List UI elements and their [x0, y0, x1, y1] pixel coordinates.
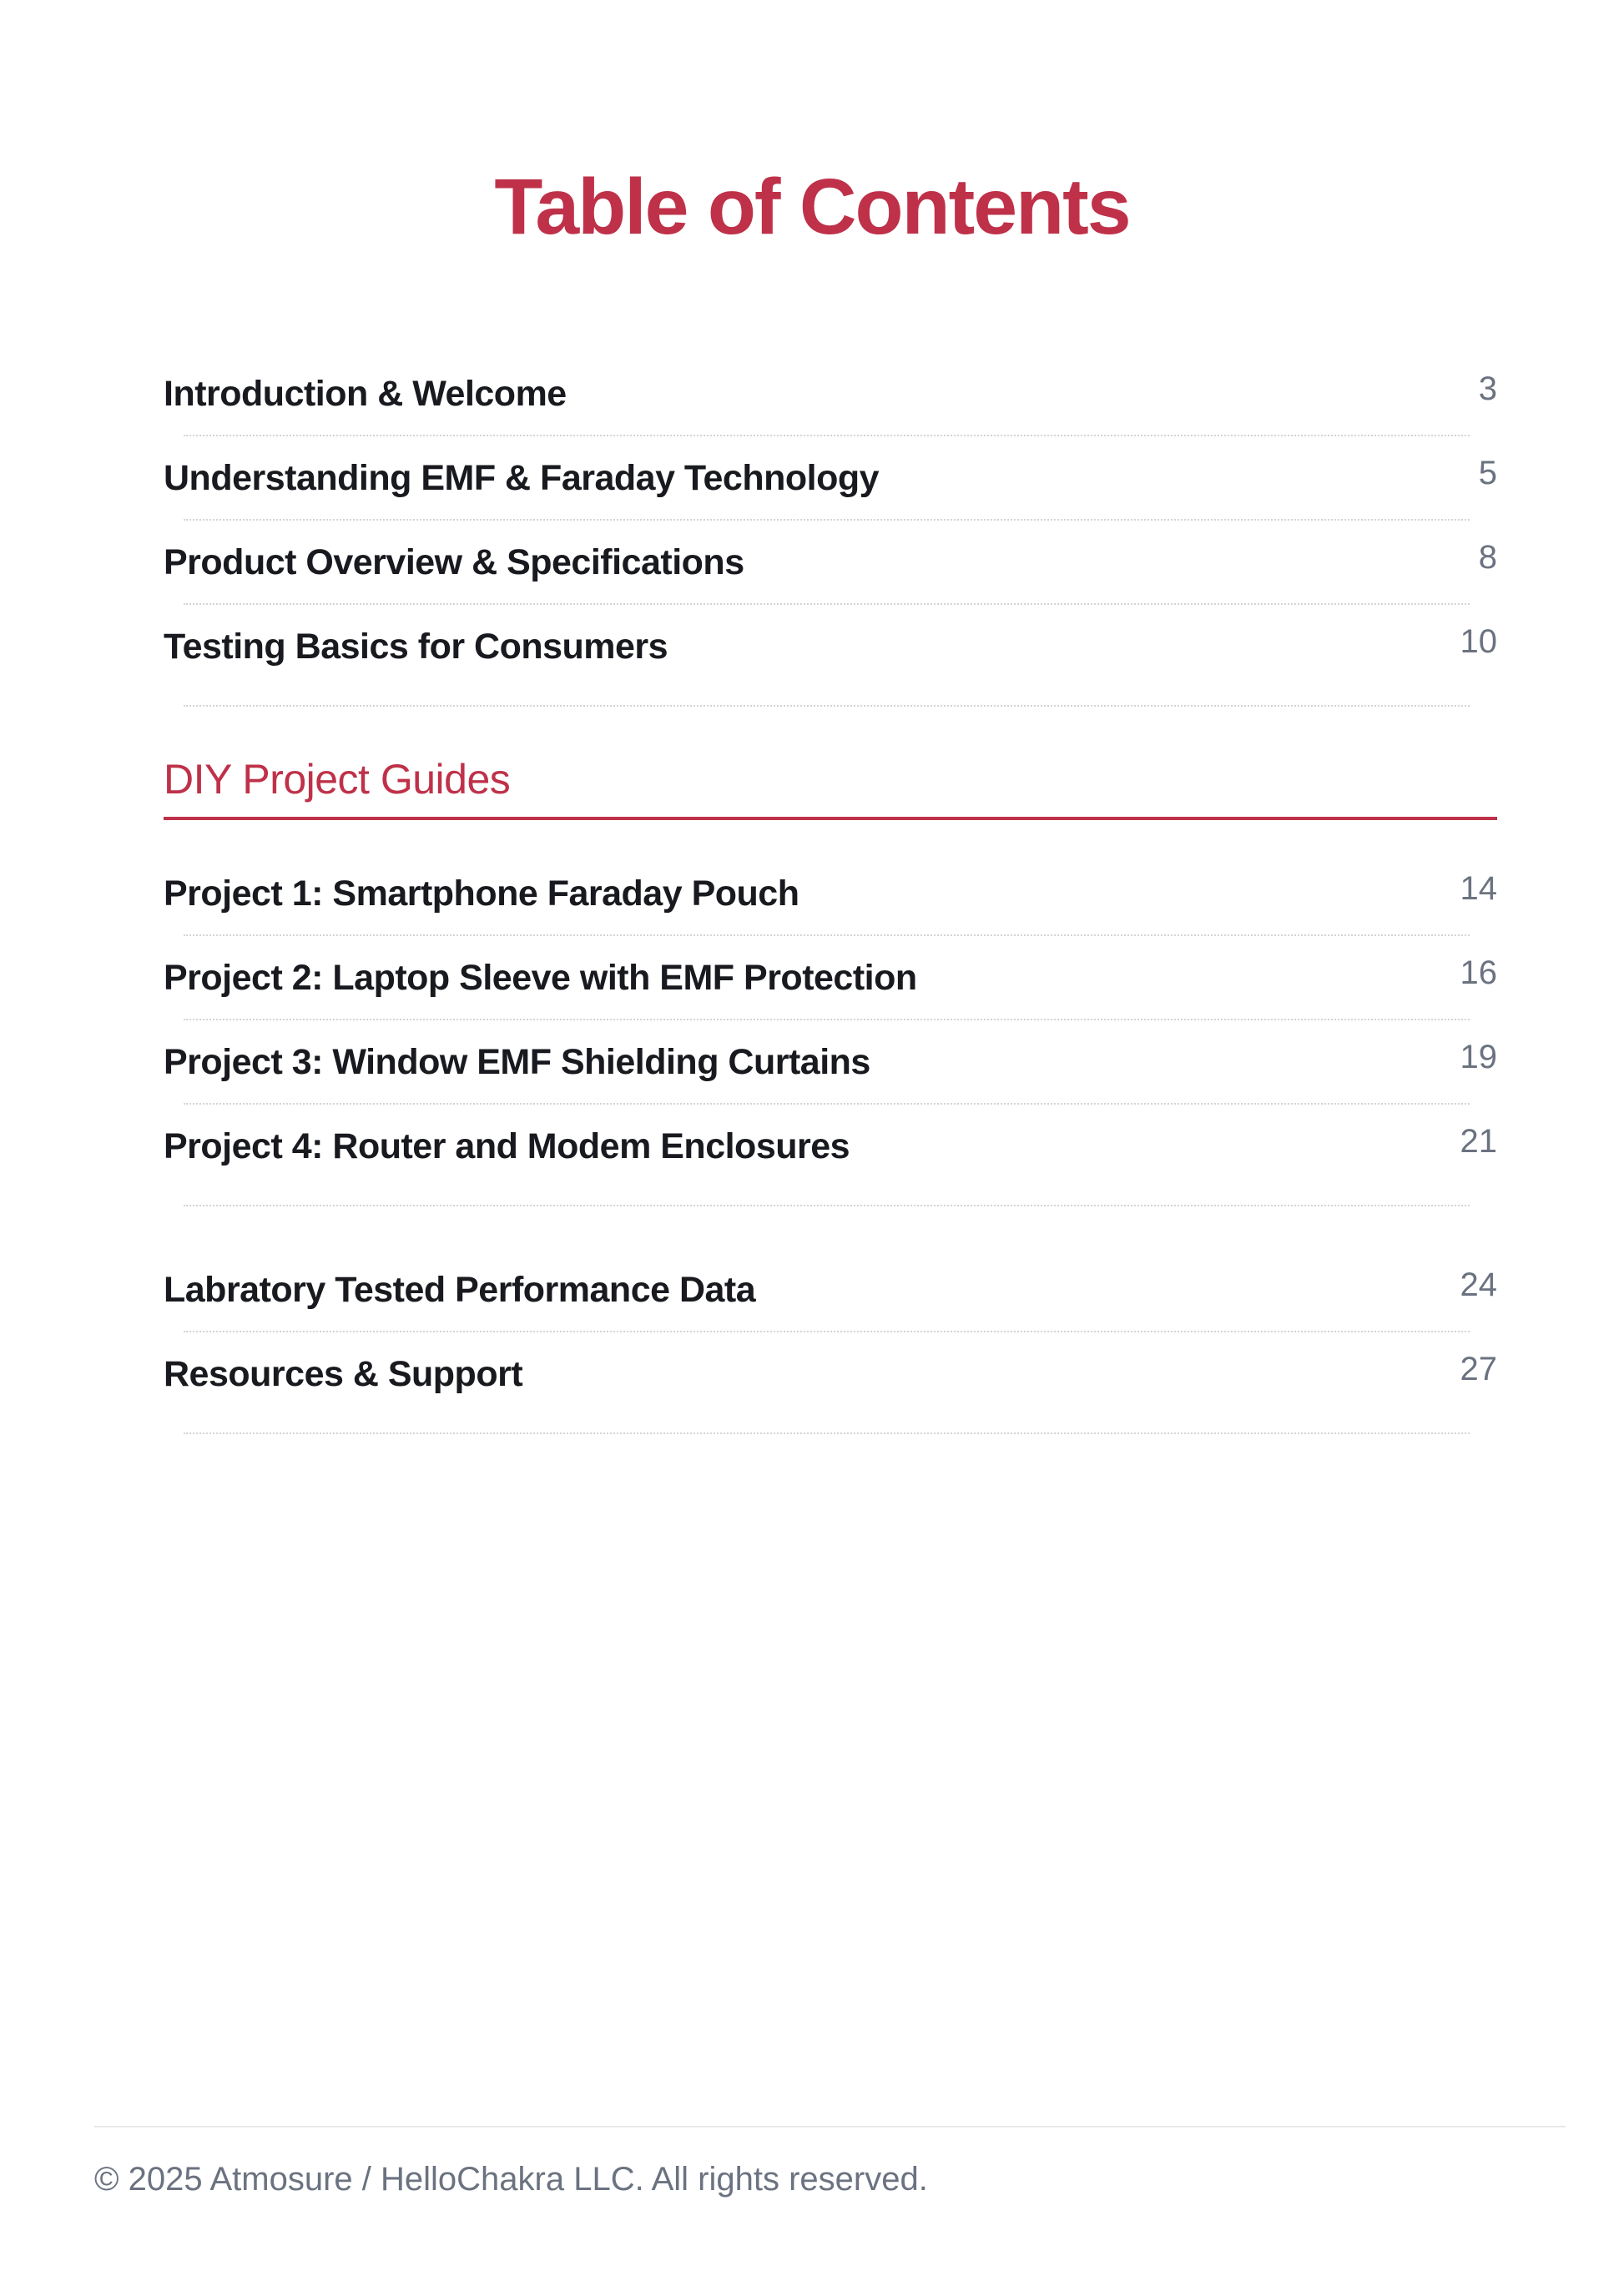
toc-item [164, 870, 1497, 936]
toc-item-page-number: 24 [1460, 1266, 1497, 1303]
toc-item-label: Resources & Support [164, 1354, 523, 1394]
dotted-divider [184, 1331, 1470, 1332]
toc-row [164, 455, 1497, 501]
toc-item-label: Project 4: Router and Modem Enclosures [164, 1126, 850, 1166]
toc-item-page-number: 16 [1460, 954, 1497, 991]
toc-item-page-number: 5 [1478, 455, 1497, 491]
toc-item-label: Labratory Tested Performance Data [164, 1270, 756, 1310]
dotted-divider [184, 934, 1470, 936]
toc-item [164, 1123, 1497, 1206]
toc-item-label: Understanding EMF & Faraday Technology [164, 458, 880, 498]
toc-item-label: Project 2: Laptop Sleeve with EMF Protection [164, 958, 917, 998]
dotted-divider [184, 705, 1470, 707]
toc-row [164, 370, 1497, 417]
dotted-divider [184, 1019, 1470, 1020]
toc-item-page-number: 19 [1460, 1039, 1497, 1075]
toc-item-label: Project 1: Smartphone Faraday Pouch [164, 874, 799, 914]
toc-item [164, 1039, 1497, 1105]
dotted-divider [184, 435, 1470, 436]
toc-row [164, 1266, 1497, 1313]
toc-item [164, 623, 1497, 707]
toc-row [164, 539, 1497, 586]
page-title: Table of Contents [494, 163, 1130, 251]
toc-row [164, 870, 1497, 917]
toc-item [164, 370, 1497, 436]
toc-item-page-number: 3 [1478, 370, 1497, 407]
dotted-divider [184, 1205, 1470, 1206]
copyright-text: © 2025 Atmosure / HelloChakra LLC. All rights reserved. [94, 2161, 928, 2198]
toc-item [164, 539, 1497, 605]
toc-item-label: Project 3: Window EMF Shielding Curtains [164, 1042, 870, 1082]
toc-item-label: Testing Basics for Consumers [164, 627, 668, 667]
toc-item-page-number: 10 [1460, 623, 1497, 660]
toc-item-page-number: 8 [1478, 539, 1497, 576]
section-heading-rule [164, 817, 1497, 820]
toc-item-label: Product Overview & Specifications [164, 542, 744, 582]
toc-item [164, 954, 1497, 1020]
toc-item-page-number: 27 [1460, 1351, 1497, 1387]
toc-row [164, 1039, 1497, 1085]
toc-item-page-number: 21 [1460, 1123, 1497, 1160]
toc-item [164, 1266, 1497, 1332]
table-of-contents [164, 370, 1497, 1434]
toc-item [164, 1351, 1497, 1434]
toc-row [164, 1123, 1497, 1170]
toc-item-label: Introduction & Welcome [164, 374, 567, 414]
toc-group-front [164, 370, 1497, 707]
dotted-divider [184, 1432, 1470, 1434]
toc-row [164, 1351, 1497, 1397]
toc-group-back [164, 1266, 1497, 1434]
section-heading-diy-project-guides: DIY Project Guides [164, 756, 511, 803]
page-footer [94, 2126, 1566, 2201]
toc-group-projects [164, 870, 1497, 1206]
dotted-divider [184, 1103, 1470, 1105]
toc-item-page-number: 14 [1460, 870, 1497, 907]
dotted-divider [184, 519, 1470, 521]
toc-row [164, 954, 1497, 1001]
toc-item [164, 455, 1497, 521]
toc-row [164, 623, 1497, 670]
dotted-divider [184, 603, 1470, 605]
